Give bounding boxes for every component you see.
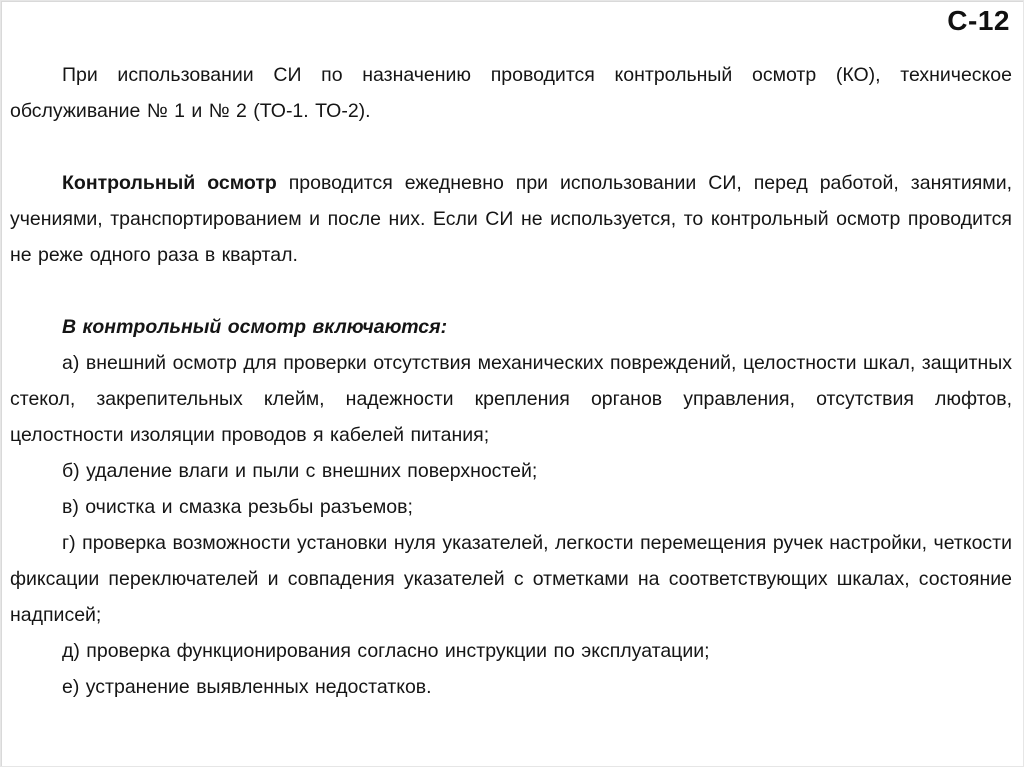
list-item-e: е) устранение выявленных недостатков. bbox=[62, 676, 432, 698]
intro-paragraph: При использовании СИ по назначению проводится контрольный осмотр (КО), техническое обслуживание № 1 и № 2 (ТО-1. ТО-2). bbox=[10, 64, 1012, 122]
control-inspection-paragraph bbox=[10, 165, 1012, 273]
list-item-v: в) очистка и смазка резьбы разъемов; bbox=[62, 496, 413, 518]
list-item-g: г) проверка возможности установки нуля указателей, легкости перемещения ручек настройки, четкости фиксации переключателей и совпадения указателей с отметками на соответствующих шкалах, состояние надписей; bbox=[10, 532, 1012, 626]
slide-number: С-12 bbox=[947, 5, 1010, 36]
control-inspection-lead: Контрольный осмотр bbox=[62, 172, 277, 194]
list-item-a: а) внешний осмотр для проверки отсутствия механических повреждений, целостности шкал, защитных стекол, закрепительных клейм, надежности крепления органов управления, отсутствия люфтов, целостности изоляции проводов я кабелей питания; bbox=[10, 352, 1012, 446]
list-item-b: б) удаление влаги и пыли с внешних поверхностей; bbox=[62, 460, 538, 482]
list-heading: В контрольный осмотр включаются: bbox=[62, 316, 448, 338]
list-item-d: д) проверка функционирования согласно инструкции по эксплуатации; bbox=[62, 640, 710, 662]
control-inspection-text: проводится ежедневно при использовании СИ, перед работой, занятиями, учениями, транспортированием и после них. Если СИ не используется, то контрольный осмотр проводится не реже одного раза в квартал. bbox=[10, 172, 1012, 266]
slide-content bbox=[10, 57, 1012, 705]
